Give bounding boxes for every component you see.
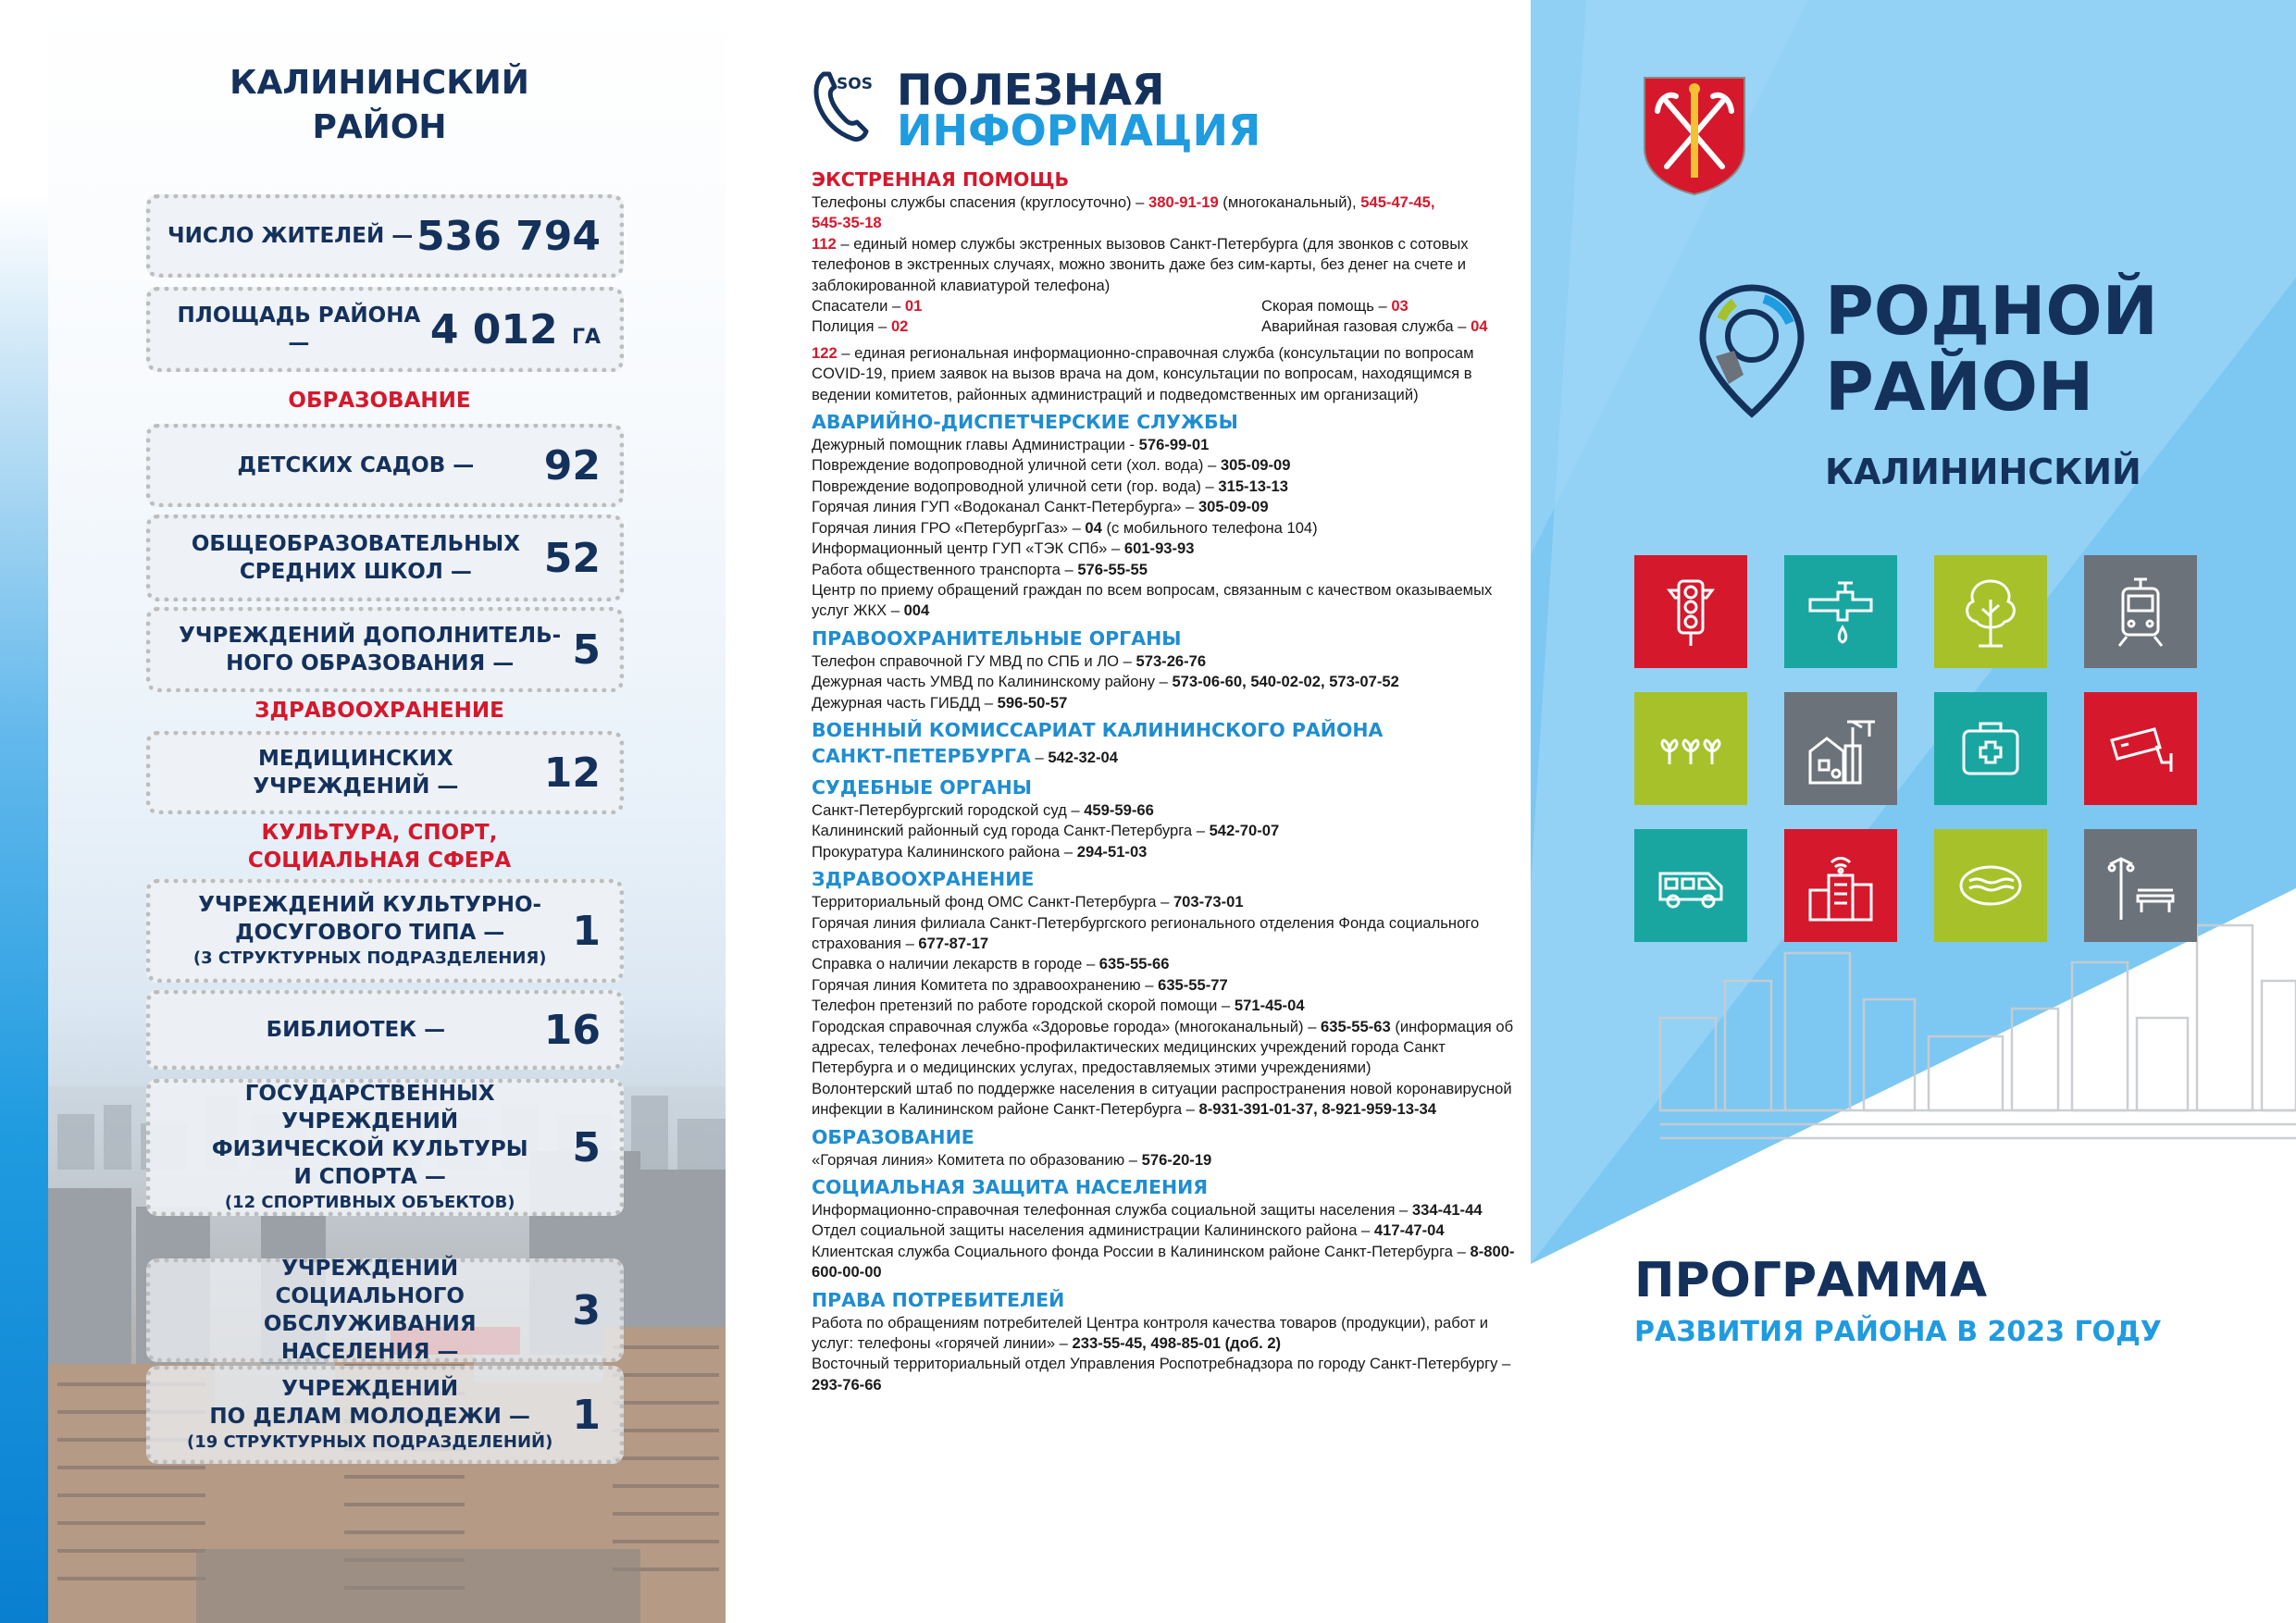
program-title: ПРОГРАММА [1634,1253,1988,1308]
smart-city-icon [1801,846,1880,925]
tile-first-aid [1934,692,2047,805]
location-pin-logo-icon [1697,282,1806,419]
list-item: Повреждение водопроводной уличной сети (гор. вода) – 315-13-13 [812,477,1289,495]
sos-phone-icon [811,67,883,144]
list-item: Территориальный фонд ОМС Санкт-Петербурга – 703-73-01 [812,893,1244,911]
stat-label: УЧРЕЖДЕНИЙ ПО ДЕЛАМ МОЛОДЕЖИ — (19 СТРУКТУРНЫХ ПОДРАЗДЕЛЕНИЙ) [187,1377,553,1452]
stat-additional-education [146,607,624,692]
stat-area [146,287,624,372]
stat-value: 536 794 [416,212,601,260]
brand-subtitle: КАЛИНИНСКИЙ [1825,452,2141,492]
stat-sport [146,1079,624,1216]
stat-medical [146,731,624,814]
cctv-camera-icon [2101,709,2180,788]
stat-residents [146,194,624,278]
stat-value: 3 [572,1286,601,1334]
middle-panel [726,0,1531,1623]
heading-dispatch: АВАРИЙНО-ДИСПЕТЧЕРСКИЕ СЛУЖБЫ [812,411,1238,434]
list-item: Информационно-справочная телефонная служба социальной защиты населения – 334-41-44 [812,1201,1483,1220]
stat-value: 1 [572,1391,601,1439]
tile-water-tap [1784,555,1897,668]
list-item: Горячая линия ГРО «ПетербургГаз» – 04 (с мобильного телефона 104) [812,518,1318,537]
brand-title-line2: РАЙОН [1825,348,2094,426]
stat-value: 52 [543,534,601,582]
list-item: Клиентская служба Социального фонда России в Калининском районе Санкт-Петербурга – 8-800-600-00-00 [812,1242,1515,1282]
stat-kindergartens [146,424,624,507]
construction-icon [1801,709,1880,788]
stat-libraries [146,990,624,1070]
emergency-short-numbers: Спасатели – 01 Полиция – 02 Скорая помощь – 03 Аварийная газовая служба – 04 [812,297,1488,336]
list-item: Отдел социальной защиты населения администрации Калининского района – 417-47-04 [812,1221,1445,1240]
left-panel [0,0,726,1623]
list-item: Центр по приему обращений граждан по всем вопросам, связанным с качеством оказываемых услуг ЖКХ – 004 [812,580,1493,620]
stat-value: 5 [572,626,601,674]
brand-title-line1: РОДНОЙ [1825,272,2158,350]
tile-tree [1934,555,2047,668]
heading-military: ВОЕННЫЙ КОМИССАРИАТ КАЛИНИНСКОГО РАЙОНА САНКТ-ПЕТЕРБУРГА – 542-32-04 [812,718,1384,767]
list-item: Повреждение водопроводной уличной сети (хол. вода) – 305-09-09 [812,456,1291,475]
road-surface-icon [1951,846,2030,925]
list-item: Информационный центр ГУП «ТЭК СПб» – 601-93-93 [812,539,1195,558]
list-item: Справка о наличии лекарств в городе – 635-55-66 [812,955,1170,973]
stat-label: ГОСУДАРСТВЕННЫХ УЧРЕЖДЕНИЙ ФИЗИЧЕСКОЙ КУЛЬТУРЫ И СПОРТА — (12 СПОРТИВНЫХ ОБЪЕКТОВ) [211,1082,528,1212]
section-heading-culture: КУЛЬТУРА, СПОРТ, СОЦИАЛЬНАЯ СФЕРА [247,821,512,873]
info-title-line1: ПОЛЕЗНАЯ [897,65,1165,115]
list-item: «Горячая линия» Комитета по образованию – 576-20-19 [812,1150,1212,1169]
stat-label: ОБЩЕОБРАЗОВАТЕЛЬНЫХ СРЕДНИХ ШКОЛ — [191,532,520,584]
stat-label: УЧРЕЖДЕНИЙ СОЦИАЛЬНОГО ОБСЛУЖИВАНИЯ НАСЕЛЕНИЯ — [263,1257,477,1364]
tile-road-surface [1934,829,2047,942]
tile-cctv [2084,692,2197,805]
list-item: Дежурная часть УМВД по Калининскому району – 573-06-60, 540-02-02, 573-07-52 [812,673,1399,691]
list-item: Городская справочная служба «Здоровье города» (многоканальный) – 635-55-63 (информация об адресах, телефонах лечебно-профилактических медицинских учреждений города Санкт Петербурга и о медицинских услугах, предоставляемых этими учреждениями) [812,1017,1514,1077]
stat-label: МЕДИЦИНСКИХ УЧРЕЖДЕНИЙ — [253,747,459,799]
tile-traffic-light [1634,555,1747,668]
tree-icon [1951,572,2030,651]
section-heading-health: ЗДРАВООХРАНЕНИЕ [254,699,504,723]
emergency-112-line: 112 – единый номер службы экстренных вызовов Санкт-Петербурга (для звонков с сотовых телефонов в экстренных случаях, можно звонить даже без сим-карты, без денег на счете и заблокированной клавиатурой телефона) [812,234,1469,294]
stat-label: ЧИСЛО ЖИТЕЛЕЙ — [168,224,414,248]
blue-diagonal-background [1531,0,2296,1623]
svg-text:SOS: SOS [837,75,873,93]
social-list [812,1200,1524,1283]
law-list [812,651,1524,713]
stat-value: 1 [572,907,601,955]
list-item: Калининский районный суд города Санкт-Петербурга – 542-70-07 [812,822,1280,840]
tile-smart-city [1784,829,1897,942]
consumer-list [812,1313,1524,1396]
stat-schools [146,514,624,601]
emergency-122-line: 122 – единая региональная информационно-справочная служба (консультации по вопросам COVID-19, прием заявок на вызов врача на дом, консультации по вопросам, находящимся в ведении комитетов, районных администраций и подведомственных им организаций) [812,343,1474,403]
right-panel [1531,0,2296,1623]
list-item: Волонтерский штаб по поддержке населения в ситуации распространения новой коронавирусной инфекции в Калининском районе Санкт-Петербурга – 8-931-391-01-37, 8-921-959-13-34 [812,1079,1512,1119]
list-item: Горячая линия Комитета по здравоохранению – 635-55-77 [812,975,1228,994]
stat-label: ДЕТСКИХ САДОВ — [237,453,475,477]
stat-value: 92 [543,441,601,489]
list-item: Дежурный помощник главы Администрации - 576-99-01 [812,436,1210,454]
first-aid-kit-icon [1951,709,2030,788]
heading-consumer-rights: ПРАВА ПОТРЕБИТЕЛЕЙ [812,1288,1065,1311]
stat-youth [146,1366,624,1464]
list-item: Прокуратура Калининского района – 294-51-03 [812,842,1148,861]
stat-value: 4 012 ГА [429,305,601,353]
stat-label: УЧРЕЖДЕНИЙ ДОПОЛНИТЕЛЬ- НОГО ОБРАЗОВАНИЯ — [179,624,562,675]
stat-value: 12 [543,749,601,797]
heading-health: ЗДРАВООХРАНЕНИЕ [812,868,1035,891]
sprouts-icon [1651,709,1731,788]
list-item: Дежурная часть ГИБДД – 596-50-57 [812,693,1068,712]
stat-cultural [146,879,624,983]
stat-label: БИБЛИОТЕК — [266,1018,446,1042]
minibus-icon [1651,846,1731,925]
heading-courts: СУДЕБНЫЕ ОРГАНЫ [812,775,1033,799]
list-item: Восточный территориальный отдел Управления Роспотребнадзора по городу Санкт-Петербургу – 293-76-66 [812,1355,1511,1394]
tile-minibus [1634,829,1747,942]
stat-value: 16 [543,1006,601,1054]
section-heading-education: ОБРАЗОВАНИЕ [288,389,471,413]
tile-street-lamp [2084,829,2197,942]
stat-label: ПЛОЩАДЬ РАЙОНА — [177,304,421,355]
dispatch-list [812,435,1524,622]
health-list [812,892,1524,1120]
list-item: Санкт-Петербургский городской суд – 459-59-66 [812,800,1154,819]
list-item: Горячая линия филиала Санкт-Петербургского регионального отделения Фонда социального страхования – 677-87-17 [812,913,1480,952]
list-item: Горячая линия ГУП «Водоканал Санкт-Петербурга» – 305-09-09 [812,498,1269,516]
street-lamp-bench-icon [2101,846,2180,925]
heading-emergency: ЭКСТРЕННАЯ ПОМОЩЬ [812,168,1070,191]
heading-social-protection: СОЦИАЛЬНАЯ ЗАЩИТА НАСЕЛЕНИЯ [812,1176,1209,1199]
list-item: Телефон справочной ГУ МВД по СПБ и ЛО – 573-26-76 [812,651,1207,670]
district-title: КАЛИНИНСКИЙ РАЙОН [230,64,529,146]
tile-sprouts [1634,692,1747,805]
tile-construction [1784,692,1897,805]
heading-law-enforcement: ПРАВООХРАНИТЕЛЬНЫЕ ОРГАНЫ [812,626,1182,650]
program-subtitle: РАЗВИТИЯ РАЙОНА В 2023 ГОДУ [1634,1316,2162,1348]
blue-accent-stripe [0,0,48,1623]
tram-icon [2101,572,2180,651]
heading-education: ОБРАЗОВАНИЕ [812,1125,974,1148]
emergency-rescue-line: Телефоны службы спасения (круглосуточно) – 380-91-19 (многоканальный), 545-47-45, 545-35-18 [812,193,1435,232]
useful-info-list [812,163,1524,1395]
stat-value: 5 [572,1123,601,1171]
list-item: Работа общественного транспорта – 576-55-55 [812,560,1148,578]
water-tap-icon [1801,572,1880,651]
list-item: Телефон претензий по работе городской скорой помощи – 571-45-04 [812,997,1305,1015]
list-item: Работа по обращениям потребителей Центра контроля качества товаров (продукции), работ и услуг: телефоны «горячей линии» – 233-55-45, 498-85-01 (доб. 2) [812,1313,1489,1353]
courts-list [812,800,1524,862]
coat-of-arms-icon [1641,74,1748,196]
traffic-light-icon [1651,572,1731,651]
stat-label: УЧРЕЖДЕНИЙ КУЛЬТУРНО- ДОСУГОВОГО ТИПА — (3 СТРУКТУРНЫХ ПОДРАЗДЕЛЕНИЯ) [192,893,547,968]
info-title-line2: ИНФОРМАЦИЯ [897,105,1261,155]
tile-tram [2084,555,2197,668]
stat-social [146,1258,624,1362]
